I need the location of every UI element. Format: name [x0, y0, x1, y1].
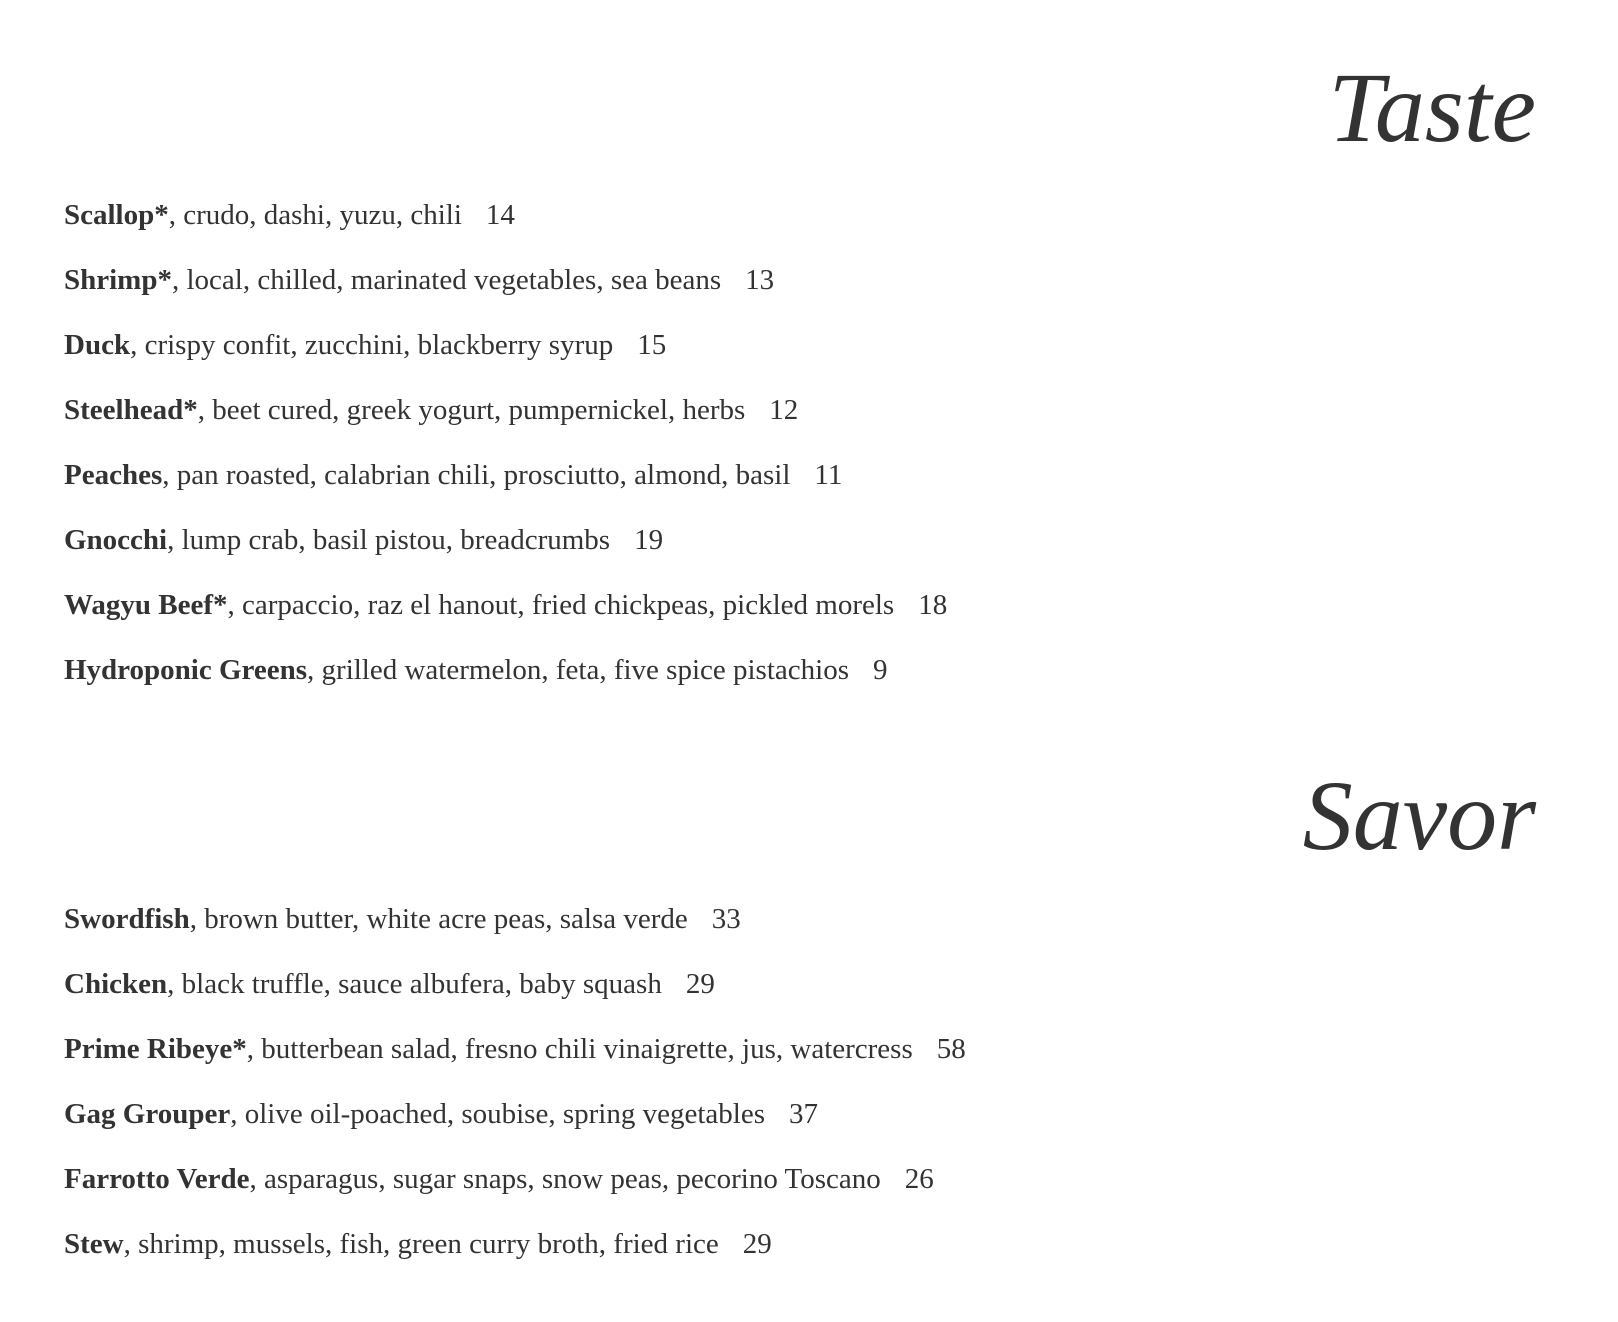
item-price: 18	[918, 589, 948, 621]
item-description: , asparagus, sugar snaps, snow peas, pecorino Toscano	[249, 1163, 881, 1195]
menu-item	[64, 586, 947, 651]
menu-item	[64, 521, 947, 586]
item-price: 37	[788, 1098, 818, 1130]
menu-item	[64, 1225, 966, 1290]
menu-item	[64, 456, 947, 521]
menu-list-savor	[64, 900, 966, 1290]
menu-item	[64, 965, 966, 1030]
menu-item	[64, 900, 966, 965]
item-name: Steelhead*	[64, 394, 198, 426]
item-description: , grilled watermelon, feta, five spice pistachios	[307, 654, 849, 686]
item-name: Swordfish	[64, 903, 190, 935]
item-description: , crudo, dashi, yuzu, chili	[168, 199, 462, 231]
item-price: 15	[637, 329, 667, 361]
item-description: , local, chilled, marinated vegetables, sea beans	[171, 264, 722, 296]
menu-item	[64, 1160, 966, 1225]
item-name: Scallop*	[64, 199, 169, 231]
item-name: Gnocchi	[64, 524, 168, 556]
menu-item	[64, 651, 947, 716]
menu-item	[64, 261, 947, 326]
item-description: , crispy confit, zucchini, blackberry syrup	[130, 329, 614, 361]
item-price: 33	[711, 903, 741, 935]
menu-item	[64, 1095, 966, 1160]
item-price: 9	[872, 654, 888, 686]
item-name: Hydroponic Greens	[64, 654, 308, 686]
item-name: Peaches	[64, 459, 163, 491]
item-description: , beet cured, greek yogurt, pumpernickel, herbs	[197, 394, 746, 426]
menu-item	[64, 391, 947, 456]
item-name: Prime Ribeye*	[64, 1033, 247, 1065]
section-title-taste: Taste	[1328, 52, 1536, 163]
item-name: Farrotto Verde	[64, 1163, 250, 1195]
item-price: 19	[634, 524, 664, 556]
menu-list-taste	[64, 196, 947, 716]
item-name: Stew	[64, 1228, 124, 1260]
item-price: 13	[745, 264, 775, 296]
item-description: , shrimp, mussels, fish, green curry broth, fried rice	[123, 1228, 719, 1260]
item-price: 29	[685, 968, 715, 1000]
item-description: , carpaccio, raz el hanout, fried chickpeas, pickled morels	[227, 589, 895, 621]
item-price: 26	[904, 1163, 934, 1195]
item-name: Shrimp*	[64, 264, 172, 296]
item-description: , brown butter, white acre peas, salsa verde	[189, 903, 688, 935]
item-description: , lump crab, basil pistou, breadcrumbs	[167, 524, 611, 556]
section-title-savor: Savor	[1302, 760, 1536, 871]
item-price: 58	[936, 1033, 966, 1065]
item-price: 14	[485, 199, 515, 231]
item-price: 29	[742, 1228, 772, 1260]
item-name: Wagyu Beef*	[64, 589, 228, 621]
item-description: , olive oil-poached, soubise, spring vegetables	[230, 1098, 765, 1130]
item-price: 12	[769, 394, 799, 426]
item-name: Chicken	[64, 968, 168, 1000]
item-description: , black truffle, sauce albufera, baby squash	[167, 968, 662, 1000]
item-description: , butterbean salad, fresno chili vinaigrette, jus, watercress	[246, 1033, 913, 1065]
item-description: , pan roasted, calabrian chili, prosciutto, almond, basil	[162, 459, 791, 491]
item-name: Gag Grouper	[64, 1098, 231, 1130]
item-name: Duck	[64, 329, 131, 361]
item-price: 11	[814, 459, 843, 491]
menu-item	[64, 196, 947, 261]
menu-item	[64, 1030, 966, 1095]
menu-item	[64, 326, 947, 391]
